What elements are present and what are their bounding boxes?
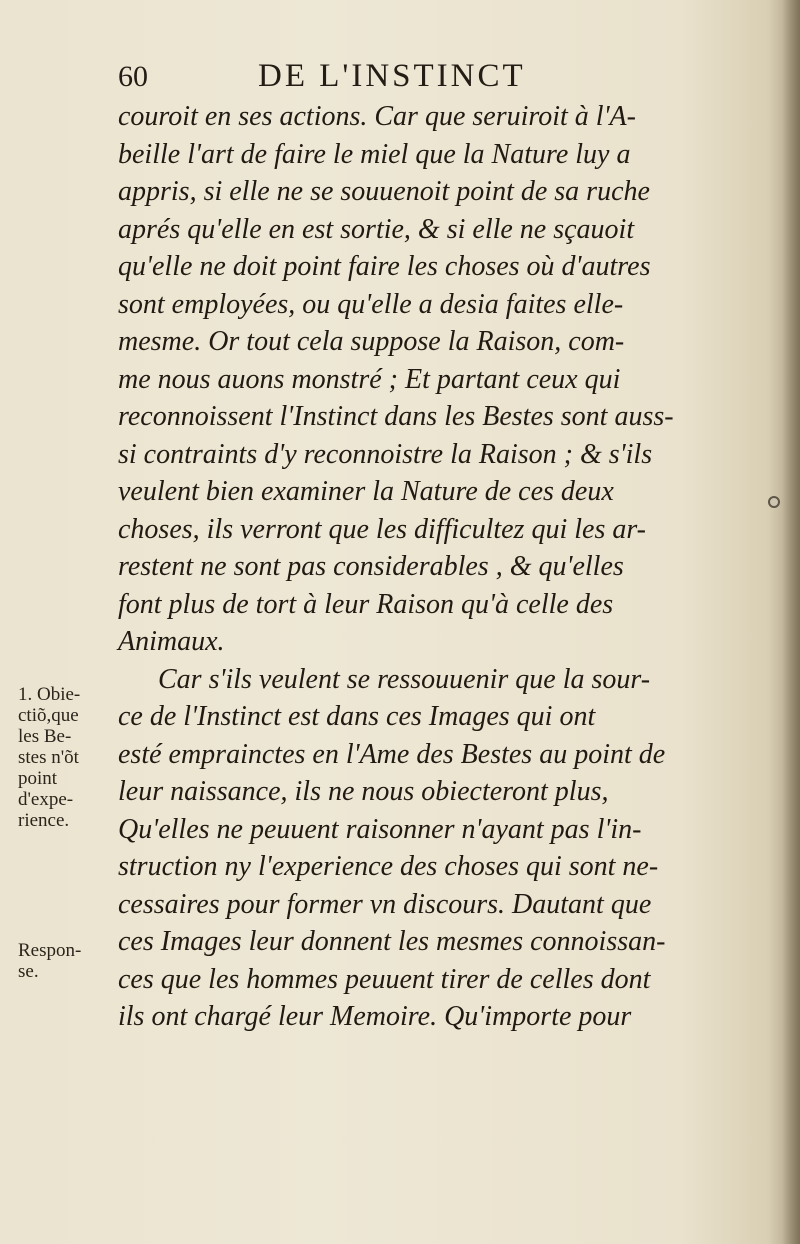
text-line: sont employées, ou qu'elle a desia faites elle- (118, 288, 624, 320)
margin-note-line: Respon- (18, 940, 82, 961)
margin-note-line: point (18, 768, 58, 789)
text-line: ce de l'Instinct est dans ces Images qui ont (118, 701, 596, 732)
margin-note-line: les Be- (18, 726, 72, 747)
text-line: reconnoissent l'Instinct dans les Bestes sont auss- (118, 401, 674, 432)
margin-note-objection (18, 684, 118, 831)
text-line: choses, ils verront que les difficultez qui les ar- (118, 513, 646, 545)
text-line: ils ont chargé leur Memoire. Qu'importe pour (118, 1001, 632, 1032)
text-line: font plus de tort à leur Raison qu'à celle des (118, 588, 614, 620)
margin-note-line: rience. (18, 810, 70, 831)
text-line: beille l'art de faire le miel que la Nature luy a (118, 138, 631, 170)
margin-note-line: se. (18, 961, 39, 982)
text-line: me nous auons monstré ; Et partant ceux qui (118, 363, 621, 395)
page-edge-shadow (782, 0, 800, 1244)
text-line: Animaux. (118, 626, 225, 657)
margin-note-line: ctiõ,que (18, 705, 79, 726)
text-line: ces Images leur donnent les mesmes connoissan- (118, 926, 666, 957)
running-title: DE L'INSTINCT (258, 58, 526, 94)
margin-note-line: d'expe- (18, 789, 74, 810)
text-line: leur naissance, ils ne nous obiecteront plus, (118, 776, 609, 807)
text-line: esté emprainctes en l'Ame des Bestes au point de (118, 738, 666, 770)
text-line: restent ne sont pas considerables , & qu'elles (118, 551, 624, 582)
text-line: mesme. Or tout cela suppose la Raison, com- (118, 326, 625, 357)
margin-ring-mark (768, 496, 780, 508)
text-line: couroit en ses actions. Car que seruiroit à l'A- (118, 101, 636, 132)
text-line: struction ny l'experience des choses qui sont ne- (118, 851, 659, 882)
text-line: cessaires pour former vn discours. Dautant que (118, 888, 652, 920)
body-text (118, 98, 718, 1036)
text-line: veulent bien examiner la Nature de ces deux (118, 476, 614, 507)
text-line: aprés qu'elle en est sortie, & si elle ne sçauoit (118, 213, 635, 245)
text-line: Qu'elles ne peuuent raisonner n'ayant pas l'in- (118, 813, 642, 845)
paragraph-start-line: Car s'ils veulent se ressouuenir que la sour- (158, 663, 651, 695)
page-number: 60 (118, 60, 148, 93)
text-line: si contraints d'y reconnoistre la Raison ; & s'ils (118, 438, 653, 470)
margin-note-response (18, 940, 118, 982)
page-header (118, 58, 718, 102)
margin-note-line: stes n'õt (18, 747, 79, 768)
text-line: ces que les hommes peuuent tirer de celles dont (118, 963, 651, 995)
text-line: qu'elle ne doit point faire les choses où d'autres (118, 251, 651, 282)
text-line: appris, si elle ne se souuenoit point de sa ruche (118, 176, 650, 207)
margin-note-line: 1. Obie- (18, 684, 81, 705)
